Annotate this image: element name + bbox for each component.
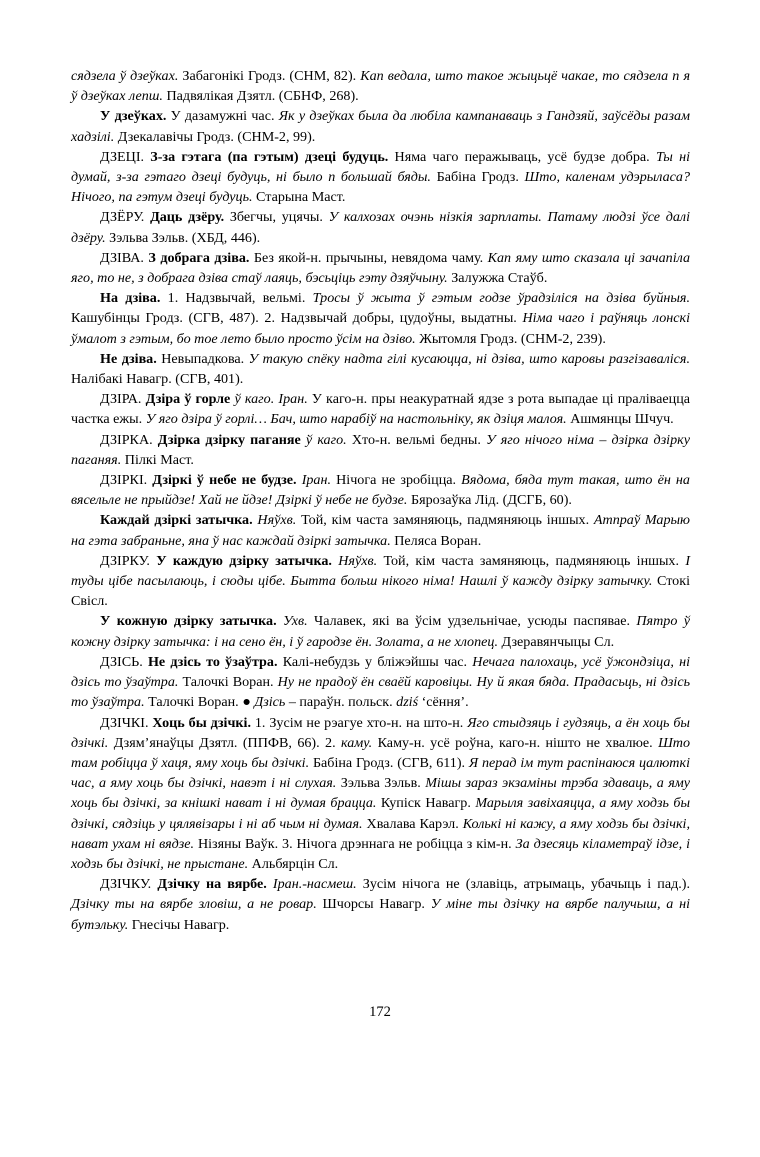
entry-run-italic: Нечага палохаць, усё ўжондзіца, ні дзісь то ўзаўтра. [71,653,691,691]
entry-run-italic: Німа чаго і раўняць лонскі ўмалот з гэтым, бо тое лето было просто ўсім на дзіво. [71,310,690,347]
entry-run-bold: Дзіра ў горле [145,391,231,408]
entry-run-italic: Дзісь [250,694,286,711]
entry-run-roman: Стокі Свісл. [71,573,690,610]
entry-run-roman: Невыпадкова. [156,350,249,367]
entry-run-roman: ДЗІРКА. [100,431,158,448]
entry-run-bold: Дзіркі ў небе не будзе. [152,472,297,489]
entry-run-roman: ДЗІЧКУ. [100,876,158,893]
page-text-body [71,66,690,935]
entry-run-roman: 1. Зусім не рэагуе хто-н. на што-н. [250,714,468,731]
entry-run-roman: Ашмянцы Шчуч. [566,411,674,428]
entry-run-roman: У каго-н. пры неакуратнай ядзе з рота выпадае ці пралiваецца частка ежы. [71,391,690,428]
entry-run-italic: Ну не прадоў ён сваёй каровіцы. Ну й якая бяда. Прадасьць, ні дзісь то ўзаўтра. [71,674,690,711]
entry-run-roman: Налібакі Навагр. (СГВ, 401). [71,371,244,388]
dictionary-entry [71,611,690,651]
dictionary-entry [71,652,690,713]
dictionary-entry [71,248,690,288]
entry-run-bold: У каждую дзірку затычка. [156,552,332,569]
entry-run-bold: З добрага дзіва. [148,249,250,266]
entry-run-italic: Ухв. [276,613,308,630]
entry-run-italic: Іран.-насмеш. [266,876,357,893]
entry-run-italic: У яго нічого німа – дзірка дзірку паганяя. [71,431,690,468]
entry-run-roman: 1. Надзвычай, вельмі. [160,290,313,307]
entry-run-roman: Хвалава Карэл. [362,815,463,832]
entry-run-italic: ў каго. [300,431,347,448]
entry-run-roman: У дазамужні час. [166,108,279,125]
entry-run-italic: Што, каленам удэрылаcа? Нічого, па гэтум дзеці будуць. [71,169,691,206]
entry-run-bold: Не дзіва. [100,350,157,367]
entry-run-roman: Без якой-н. прычыны, невядома чаму. [249,249,488,266]
entry-run-italic: каму. [341,734,373,751]
entry-run-bold: У дзеўках. [100,108,167,125]
entry-run-roman: Альбярцін Сл. [248,855,339,872]
entry-run-bold: Не дзісь то ўзаўтра. [147,653,278,670]
entry-run-italic: У такую спёку надта гілі кусаюцца, ні дзіва, што каровы разгізаваліся. [248,350,691,367]
entry-run-italic: Кап яму што сказала ці зачапіла яго, то не, з добрага дзіва стаў лаяць, бэсьціць гэту дзяўчыну. [71,249,690,287]
entry-run-bold: Каждай дзіркі затычка. [100,512,253,529]
entry-run-roman: Зэльва Зэльв. [336,775,426,792]
entry-run-italic: Яго стыдзяць і гудзяць, а ён хоць бы дзічкі. [71,714,690,751]
entry-run-bold: На дзіва. [100,290,161,307]
entry-run-bold: Дзічку на вярбе. [157,876,267,893]
dictionary-entry [71,551,690,612]
entry-run-roman: Гнесічы Навагр. [128,916,230,933]
dictionary-entry [71,389,690,429]
entry-run-roman: Збегчы, уцячы. [224,209,329,226]
entry-run-roman: Той, кім часта замяняюць, падмяняюць іншых. [296,512,594,529]
entry-run-roman: Пілкі Маст. [121,451,194,468]
dictionary-entry [71,66,690,106]
entry-run-roman: Бабіна Гродз. [430,169,525,186]
entry-run-roman: ДЗІРКІ. [100,472,153,489]
entry-run-roman: Шчорсы Навагр. [316,896,431,913]
entry-run-roman: Бабіна Гродз. (СГВ, 611). [309,754,469,771]
entry-run-roman: Талочкі Воран. [144,694,243,711]
entry-run-italic: Дзічку ты на вярбе зловіш, а не ровар. [71,896,317,913]
entry-run-roman: Купіск Навагр. [376,795,476,812]
dictionary-entry [71,713,690,875]
entry-run-bold: У кожную дзірку затычка. [100,613,277,630]
page-number: 172 [369,1004,391,1020]
entry-run-bold: Дзірка дзірку паганяе [157,431,301,448]
entry-run-roman: ДЗЕЦІ. [100,148,151,165]
entry-run-italic: Вядома, бяда тут такая, што ён на вясельле не прыйдзе! Хай не йдзе! Дзіркі ў небе не будзе. [71,472,690,509]
entry-run-bold: З-за гэтага (па гэтым) дзеці будуць. [150,148,389,165]
entry-run-italic: Ты ні думай, з-за гэтаго дзеці будуць, ні было п большай бяды. [71,148,690,186]
entry-run-roman: Нічога не зробіцца. [331,472,462,489]
entry-run-roman: ДЗЁРУ. [100,209,151,226]
entry-run-italic: Няўхв. [252,512,297,529]
entry-run-italic: Няўхв. [331,552,378,569]
entry-run-bullet: ● [242,694,251,711]
entry-run-roman: Кашубінцы Гродз. (СГВ, 487). 2. Надзвычай добры, цудоўны, выдатны. [71,310,523,327]
entry-run-roman: – параўн. польск. [285,694,397,711]
entry-run-italic: Як у дзеўках была да любіла кампанаваць з Гандзяй, заўсёды разам хадзілі. [71,108,690,145]
entry-run-roman: Зусім нічога не (злавіць, атрымаць, убачыць і пад.). [356,876,690,893]
entry-run-roman: Залужжа Стаўб. [447,270,548,287]
entry-run-italic: Марыля завіхаяцца, а яму ходзь бы дзічкі, сядзіць у цялявізары і ні аб чым ні думая. [71,795,690,832]
entry-run-italic: Што там робіцца ў хаця, яму хоць бы дзічкі. [71,734,690,771]
entry-run-roman: Каму-н. усё роўна, каго-н. нішто не хвалюе. [372,734,659,751]
entry-run-roman: Нізяны Ваўк. 3. Нічога дрэннага не робіцца з кім-н. [194,835,516,852]
dictionary-entry [71,147,690,208]
entry-run-italic: ў каго. Іран. [230,391,308,408]
entry-run-roman: Жытомля Гродз. (СНМ-2, 239). [415,330,606,347]
entry-run-roman: Падвялікая Дзятл. (СБНФ, 268). [162,88,359,105]
dictionary-entry [71,874,690,935]
dictionary-entry [71,430,690,470]
entry-run-italic: Тросы ў жыта ў гэтым годзе ўрадзіліся на дзіва буйныя. [312,290,690,307]
entry-run-roman: Чалавек, які ва ўсім удзельнічае, усюды паспявае. [307,613,637,630]
entry-run-bold: Хоць бы дзічкі. [152,714,251,731]
entry-run-italic: сядзела ў дзеўках. [71,68,179,84]
entry-run-italic: І туды цібе пасылаюць, і сюды цібе. Бытта больш нікого німа! Нашлі ў кажду дзірку затычку. [71,552,691,590]
dictionary-entry [71,470,690,510]
entry-run-roman: Талочкі Воран. [178,674,278,691]
entry-run-italic: За дзесяць кіламетраў ідзе, і ходзь бы дзічкі, не прыстане. [71,835,690,872]
entry-run-roman: Хто-н. вельмі бедны. [346,431,487,448]
entry-run-roman: Зэльва Зэльв. (ХБД, 446). [105,229,261,246]
entry-run-roman: Бярозаўка Лід. (ДСГБ, 60). [407,492,572,509]
dictionary-entry [71,349,690,389]
entry-run-italic: Колькі ні кажу, а яму ходзь бы дзічкі, нават ухам ні вядзе. [71,815,690,852]
dictionary-entry [71,510,690,550]
entry-run-bold: Даць дзёру. [150,209,225,226]
entry-run-italic: У калхозах очэнь нізкія зарплаты. Патаму людзі ўсе далі дзёру. [71,209,690,246]
entry-run-roman: Дзям’янаўцы Дзятл. (ППФВ, 66). 2. [108,734,342,751]
entry-run-roman: Няма чаго перажываць, усё будзе добра. [388,148,656,165]
entry-run-roman: Пеляса Воран. [390,532,482,549]
entry-run-roman: Забагонікі Гродз. (СНМ, 82). [178,68,361,84]
entry-run-italic: Я перад ім тут распінаюся цалюткі час, а яму хоць бы дзічкі, навэт і ні слухая. [71,754,690,792]
dictionary-entry [71,288,690,349]
entry-run-roman: ДЗІВА. [100,249,149,266]
entry-run-roman: ДЗІРА. [100,391,146,408]
entry-run-italic: У яго дзіра ў горлі… Бач, што нарабіў на настольніку, як дзіця малоя. [145,411,567,428]
entry-run-italic: Мішы зараз экзаміны трэба здаваць, а яму хоць бы дзічкі, за кнішкі нават і ні думая брацца. [71,775,690,812]
dictionary-entry [71,106,690,146]
entry-run-roman: Дзекалавічы Гродз. (СНМ-2, 99). [114,128,316,145]
entry-run-italic: Пятро ў кожну дзірку затычка: і на сено ён, і ў гародзе ён. Золата, а не хлопец. [71,613,690,650]
entry-run-roman: Дзеравянчыцы Сл. [497,633,615,650]
entry-run-roman: ДЗІЧКІ. [100,714,153,731]
entry-run-roman: ‘сёння’. [418,694,469,711]
entry-run-roman: Старына Маст. [252,189,346,206]
entry-run-roman: Калі-небудзь у бліжэйшы час. [277,653,473,670]
entry-run-italic: Атпраў Марыю на гэта забраньне, яна ў нас каждай дзіркі затычка. [71,512,690,549]
entry-run-roman: ДЗІСЬ. [100,653,148,670]
entry-run-roman: ДЗІРКУ. [100,552,157,569]
entry-run-italic: Іран. [296,472,331,489]
entry-run-italic: Кап ведала, што такое жыцьцё чакае, то сядзела п я ў дзеўках лепш. [71,68,690,105]
entry-run-italic: У міне ты дзічку на вярбе палучыш, а ні бутэльку. [71,896,690,933]
dictionary-entry [71,207,690,247]
entry-run-roman: Той, кім часта замяняюць, падмяняюць іншых. [377,552,686,569]
entry-run-italic: dziś [396,694,419,711]
